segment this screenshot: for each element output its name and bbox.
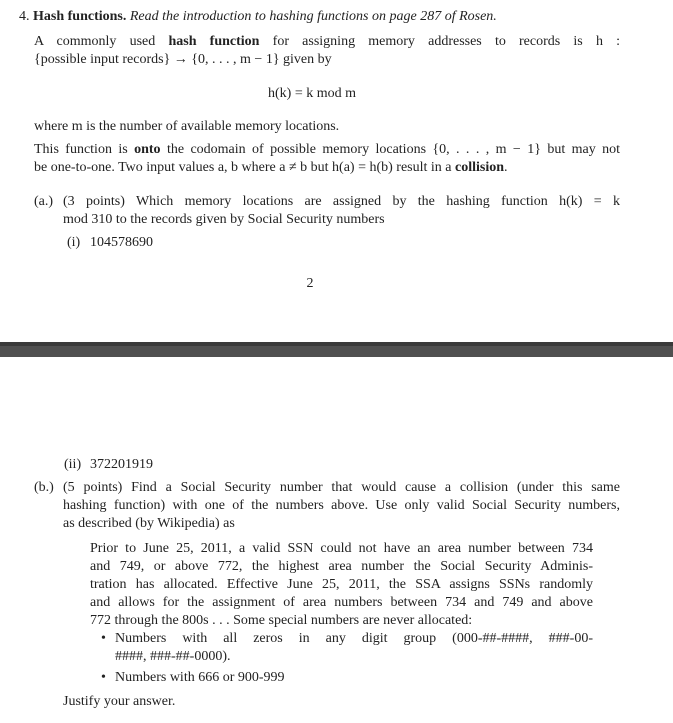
part-a-i-value: 104578690 (90, 235, 153, 250)
part-b-label: (b.) (34, 480, 54, 495)
paragraph-2-line-1: This function is onto the codomain of possible memory locations {0, . . . , m − 1} but may not (34, 142, 621, 157)
paragraph-2-line-2: be one-to-one. Two input values a, b where a ≠ b but h(a) = h(b) result in a collision. (34, 160, 508, 175)
part-a-label: (a.) (34, 194, 54, 209)
term-onto: onto (134, 142, 161, 157)
quote-line-1: Prior to June 25, 2011, a valid SSN could not have an area number between 734 (90, 541, 593, 556)
problem-title: Hash functions. (33, 9, 127, 24)
page-separator (0, 342, 673, 357)
document-page-bottom (0, 357, 673, 723)
term-hash-function: hash function (168, 34, 260, 49)
term-collision: collision (455, 160, 505, 175)
paragraph-1-line-2: {possible input records} → {0, . . . , m − 1} given by (34, 52, 332, 67)
hash-formula: h(k) = k mod m (268, 86, 356, 101)
part-b-line-1: (5 points) Find a Social Security number that would cause a collision (under this same (63, 480, 620, 495)
bullet-1-line-1: Numbers with all zeros in any digit group (000-##-####, ###-00- (115, 631, 593, 646)
problem-number: 4. (19, 9, 30, 24)
paragraph-1-line-1: A commonly used hash function for assigning memory addresses to records is h : (34, 34, 621, 49)
quote-line-4: and allows for the assignment of area numbers between 734 and 749 and above (90, 595, 593, 610)
bullet-2: Numbers with 666 or 900-999 (115, 670, 285, 685)
document-page-top (0, 0, 673, 342)
problem-heading (19, 8, 497, 26)
part-b-line-3: as described (by Wikipedia) as (63, 516, 235, 531)
part-a-ii-value: 372201919 (90, 457, 153, 472)
quote-line-5: 772 through the 800s . . . Some special numbers are never allocated: (90, 613, 473, 628)
quote-line-3: tration has allocated. Effective June 25, 2011, the SSA assigns SSNs randomly (90, 577, 593, 592)
bullet-1-line-2: ####, ###-##-0000). (115, 649, 231, 664)
page-number: 2 (306, 276, 314, 291)
bullet-icon: • (101, 670, 106, 685)
part-b-line-2: hashing function) with one of the numbers above. Use only valid Social Security numbers, (63, 498, 620, 513)
quote-line-2: and 749, or above 772, the highest area number the Social Security Adminis- (90, 559, 593, 574)
where-line: where m is the number of available memory locations. (34, 119, 340, 134)
bullet-icon: • (101, 631, 106, 646)
justify-instruction: Justify your answer. (63, 694, 176, 709)
problem-intro: Read the introduction to hashing functions on page 287 of Rosen. (129, 9, 497, 24)
part-a-line-2: mod 310 to the records given by Social Security numbers (63, 212, 385, 227)
part-a-i-label: (i) (67, 235, 81, 250)
part-a-line-1: (3 points) Which memory locations are assigned by the hashing function h(k) = k (63, 194, 620, 209)
part-a-ii-label: (ii) (64, 457, 82, 472)
